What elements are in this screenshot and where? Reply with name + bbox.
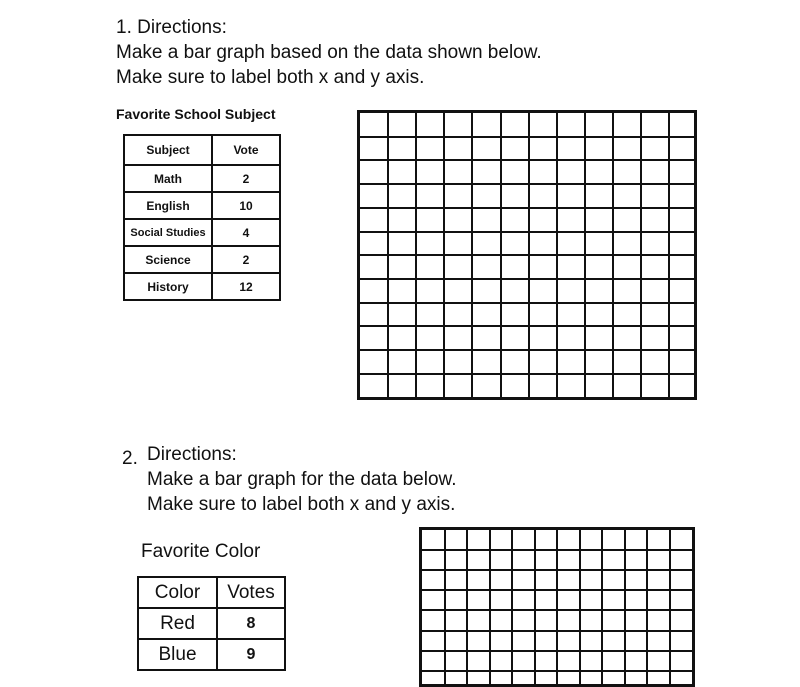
header-color: Color bbox=[138, 577, 217, 608]
grid-line-horizontal bbox=[422, 569, 692, 571]
grid-line-horizontal bbox=[360, 136, 694, 138]
header-subject: Subject bbox=[124, 135, 212, 165]
grid-line-horizontal bbox=[422, 670, 692, 672]
grid-line-vertical bbox=[646, 530, 648, 684]
grid-line-horizontal bbox=[422, 549, 692, 551]
grid-line-horizontal bbox=[360, 183, 694, 185]
problem1-directions bbox=[116, 15, 542, 90]
problem2-title: Directions: bbox=[147, 444, 237, 465]
grid-line-vertical bbox=[534, 530, 536, 684]
table-row bbox=[124, 246, 280, 273]
cell-subject: English bbox=[124, 192, 212, 219]
cell-votes: 9 bbox=[217, 639, 285, 670]
grid-line-horizontal bbox=[360, 325, 694, 327]
cell-color: Red bbox=[138, 608, 217, 639]
table-row bbox=[138, 608, 285, 639]
problem2-graph-grid bbox=[419, 527, 695, 687]
grid-line-horizontal bbox=[360, 373, 694, 375]
grid-line-horizontal bbox=[360, 302, 694, 304]
grid-line-horizontal bbox=[422, 589, 692, 591]
cell-color: Blue bbox=[138, 639, 217, 670]
grid-line-horizontal bbox=[360, 159, 694, 161]
cell-vote: 4 bbox=[212, 219, 280, 246]
grid-line-horizontal bbox=[360, 231, 694, 233]
problem2-table-caption: Favorite Color bbox=[141, 541, 261, 562]
problem1-instruction-2: Make sure to label both x and y axis. bbox=[116, 67, 425, 88]
cell-subject: History bbox=[124, 273, 212, 300]
cell-votes: 8 bbox=[217, 608, 285, 639]
table-header-row bbox=[138, 577, 285, 608]
problem1-data-table bbox=[123, 134, 281, 301]
table-header-row bbox=[124, 135, 280, 165]
cell-subject: Math bbox=[124, 165, 212, 192]
grid-line-vertical bbox=[669, 530, 671, 684]
header-votes: Votes bbox=[217, 577, 285, 608]
table-row bbox=[124, 165, 280, 192]
problem1-graph-grid bbox=[357, 110, 697, 400]
header-vote: Vote bbox=[212, 135, 280, 165]
grid-line-horizontal bbox=[360, 278, 694, 280]
cell-vote: 2 bbox=[212, 165, 280, 192]
grid-line-vertical bbox=[444, 530, 446, 684]
problem1-title: 1. Directions: bbox=[116, 17, 227, 38]
grid-line-vertical bbox=[624, 530, 626, 684]
problem1-instruction-1: Make a bar graph based on the data shown below. bbox=[116, 42, 542, 63]
table-row bbox=[124, 273, 280, 300]
grid-line-horizontal bbox=[360, 207, 694, 209]
cell-subject: Science bbox=[124, 246, 212, 273]
grid-line-horizontal bbox=[422, 650, 692, 652]
grid-line-vertical bbox=[601, 530, 603, 684]
table-row bbox=[124, 192, 280, 219]
cell-vote: 12 bbox=[212, 273, 280, 300]
problem2-directions bbox=[147, 442, 456, 517]
table-row bbox=[124, 219, 280, 246]
cell-vote: 10 bbox=[212, 192, 280, 219]
grid-line-vertical bbox=[489, 530, 491, 684]
problem2-data-table bbox=[137, 576, 286, 671]
grid-line-horizontal bbox=[360, 349, 694, 351]
grid-line-horizontal bbox=[360, 254, 694, 256]
grid-line-horizontal bbox=[422, 609, 692, 611]
cell-vote: 2 bbox=[212, 246, 280, 273]
grid-line-vertical bbox=[579, 530, 581, 684]
grid-line-vertical bbox=[511, 530, 513, 684]
problem2-number: 2. bbox=[122, 448, 138, 469]
grid-line-horizontal bbox=[422, 630, 692, 632]
problem1-table-caption: Favorite School Subject bbox=[116, 106, 276, 122]
table-row bbox=[138, 639, 285, 670]
cell-subject: Social Studies bbox=[124, 219, 212, 246]
grid-line-vertical bbox=[556, 530, 558, 684]
problem2-instruction-1: Make a bar graph for the data below. bbox=[147, 469, 457, 490]
grid-line-vertical bbox=[466, 530, 468, 684]
problem2-instruction-2: Make sure to label both x and y axis. bbox=[147, 494, 456, 515]
